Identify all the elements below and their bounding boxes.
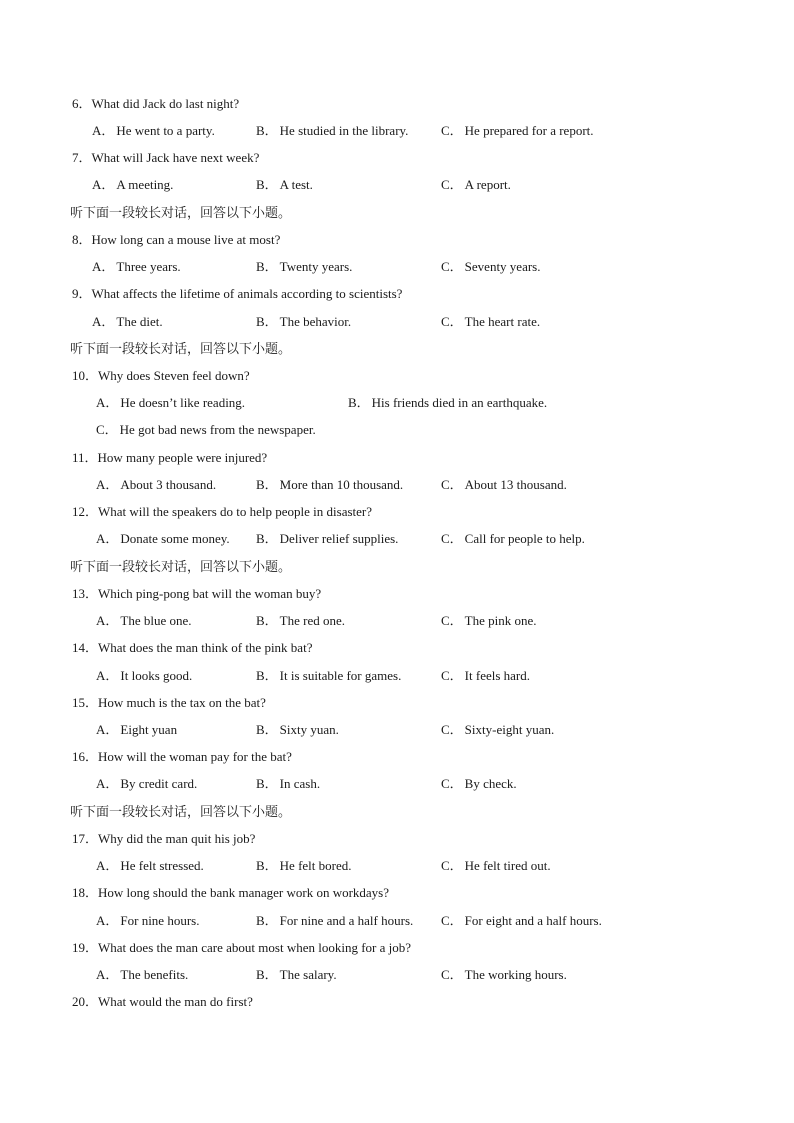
question-number: 12． bbox=[72, 504, 99, 519]
option-13a bbox=[96, 613, 192, 629]
option-18c bbox=[441, 913, 602, 929]
option-text: The blue one. bbox=[120, 613, 192, 628]
option-letter: C． bbox=[441, 123, 463, 138]
option-text: He prepared for a report. bbox=[464, 123, 594, 138]
question-number: 6． bbox=[72, 96, 92, 111]
question-number: 16． bbox=[72, 749, 99, 764]
option-12c bbox=[441, 531, 585, 547]
option-letter: B． bbox=[256, 477, 278, 492]
option-letter: C． bbox=[441, 613, 463, 628]
option-letter: C． bbox=[441, 259, 463, 274]
option-text: Sixty-eight yuan. bbox=[464, 722, 555, 737]
option-14b bbox=[256, 668, 401, 684]
option-letter: B． bbox=[256, 531, 278, 546]
option-letter: B． bbox=[256, 314, 278, 329]
question-text: What did Jack do last night? bbox=[91, 96, 240, 111]
question-15 bbox=[72, 695, 266, 711]
option-text: His friends died in an earthquake. bbox=[371, 395, 548, 410]
option-text: A test. bbox=[279, 177, 313, 192]
section-heading: 听下面一段较长对话，回答以下小题。 bbox=[70, 559, 292, 574]
option-text: About 3 thousand. bbox=[120, 477, 217, 492]
option-text: About 13 thousand. bbox=[464, 477, 567, 492]
option-text: It feels hard. bbox=[464, 668, 531, 683]
option-letter: B． bbox=[256, 668, 278, 683]
question-10 bbox=[72, 368, 250, 384]
question-text: What will Jack have next week? bbox=[91, 150, 260, 165]
option-17c bbox=[441, 858, 551, 874]
option-9c bbox=[441, 314, 540, 330]
question-7 bbox=[72, 150, 259, 166]
option-text: Donate some money. bbox=[120, 531, 230, 546]
option-text: By credit card. bbox=[120, 776, 198, 791]
option-12a bbox=[96, 531, 230, 547]
option-text: A meeting. bbox=[116, 177, 174, 192]
option-19a bbox=[96, 967, 188, 983]
option-8a bbox=[92, 259, 181, 275]
question-14 bbox=[72, 640, 312, 656]
option-18a bbox=[96, 913, 199, 929]
option-7b bbox=[256, 177, 313, 193]
question-number: 10． bbox=[72, 368, 99, 383]
option-text: He felt bored. bbox=[279, 858, 352, 873]
option-text: The salary. bbox=[279, 967, 337, 982]
option-18b bbox=[256, 913, 413, 929]
question-number: 15． bbox=[72, 695, 99, 710]
question-12 bbox=[72, 504, 372, 520]
option-7a bbox=[92, 177, 173, 193]
option-16a bbox=[96, 776, 197, 792]
option-text: The diet. bbox=[116, 314, 163, 329]
option-letter: C． bbox=[441, 477, 463, 492]
option-13b bbox=[256, 613, 345, 629]
option-text: A report. bbox=[464, 177, 511, 192]
option-letter: B． bbox=[256, 776, 278, 791]
section-heading: 听下面一段较长对话，回答以下小题。 bbox=[70, 341, 292, 356]
option-text: By check. bbox=[464, 776, 517, 791]
option-10c bbox=[96, 422, 316, 438]
option-letter: B． bbox=[256, 722, 278, 737]
option-13c bbox=[441, 613, 537, 629]
option-letter: A． bbox=[96, 613, 119, 628]
option-letter: C． bbox=[441, 776, 463, 791]
option-15b bbox=[256, 722, 339, 738]
option-text: He felt tired out. bbox=[464, 858, 551, 873]
option-text: It looks good. bbox=[120, 668, 193, 683]
question-8 bbox=[72, 232, 280, 248]
question-6 bbox=[72, 96, 239, 112]
question-number: 14． bbox=[72, 640, 99, 655]
option-letter: B． bbox=[256, 613, 278, 628]
option-9b bbox=[256, 314, 351, 330]
question-text: How will the woman pay for the bat? bbox=[98, 749, 292, 764]
option-7c bbox=[441, 177, 511, 193]
question-number: 8． bbox=[72, 232, 92, 247]
option-letter: A． bbox=[96, 722, 119, 737]
option-text: Eight yuan bbox=[120, 722, 178, 737]
option-letter: C． bbox=[441, 722, 463, 737]
question-text: What does the man think of the pink bat? bbox=[98, 640, 313, 655]
question-text: How long should the bank manager work on workdays? bbox=[98, 885, 390, 900]
option-letter: C． bbox=[441, 531, 463, 546]
option-text: He got bad news from the newspaper. bbox=[119, 422, 316, 437]
option-text: He studied in the library. bbox=[279, 123, 409, 138]
option-text: He went to a party. bbox=[116, 123, 215, 138]
option-text: Three years. bbox=[116, 259, 181, 274]
question-number: 11． bbox=[72, 450, 98, 465]
option-letter: A． bbox=[92, 314, 115, 329]
option-letter: A． bbox=[96, 858, 119, 873]
option-text: He doesn’t like reading. bbox=[120, 395, 246, 410]
option-text: Call for people to help. bbox=[464, 531, 585, 546]
option-letter: A． bbox=[96, 668, 119, 683]
option-12b bbox=[256, 531, 398, 547]
question-9 bbox=[72, 286, 402, 302]
option-6b bbox=[256, 123, 408, 139]
option-text: In cash. bbox=[279, 776, 321, 791]
option-text: For eight and a half hours. bbox=[464, 913, 602, 928]
option-15c bbox=[441, 722, 554, 738]
option-letter: A． bbox=[96, 967, 119, 982]
question-18 bbox=[72, 885, 389, 901]
option-letter: B． bbox=[256, 913, 278, 928]
option-text: He felt stressed. bbox=[120, 858, 204, 873]
question-20 bbox=[72, 994, 253, 1010]
option-11a bbox=[96, 477, 216, 493]
option-letter: C． bbox=[441, 177, 463, 192]
option-text: The pink one. bbox=[464, 613, 537, 628]
question-text: Which ping-pong bat will the woman buy? bbox=[98, 586, 322, 601]
question-number: 13． bbox=[72, 586, 99, 601]
question-number: 17． bbox=[72, 831, 99, 846]
option-16b bbox=[256, 776, 320, 792]
option-11c bbox=[441, 477, 567, 493]
option-letter: A． bbox=[96, 913, 119, 928]
option-letter: A． bbox=[92, 259, 115, 274]
option-9a bbox=[92, 314, 163, 330]
option-letter: C． bbox=[441, 314, 463, 329]
option-text: The benefits. bbox=[120, 967, 189, 982]
option-17a bbox=[96, 858, 204, 874]
option-14a bbox=[96, 668, 192, 684]
option-letter: C． bbox=[441, 967, 463, 982]
option-text: Seventy years. bbox=[464, 259, 541, 274]
option-letter: C． bbox=[441, 913, 463, 928]
option-19c bbox=[441, 967, 567, 983]
question-text: What will the speakers do to help people in disaster? bbox=[98, 504, 373, 519]
option-15a bbox=[96, 722, 177, 738]
option-letter: B． bbox=[348, 395, 370, 410]
question-11 bbox=[72, 450, 267, 466]
question-text: What affects the lifetime of animals according to scientists? bbox=[91, 286, 403, 301]
question-number: 7． bbox=[72, 150, 92, 165]
option-text: It is suitable for games. bbox=[279, 668, 402, 683]
option-text: The red one. bbox=[279, 613, 346, 628]
question-text: What does the man care about most when looking for a job? bbox=[98, 940, 412, 955]
option-17b bbox=[256, 858, 352, 874]
option-letter: B． bbox=[256, 177, 278, 192]
option-text: The heart rate. bbox=[464, 314, 541, 329]
option-10b bbox=[348, 395, 547, 411]
option-letter: A． bbox=[96, 477, 119, 492]
question-text: What would the man do first? bbox=[98, 994, 253, 1009]
question-number: 19． bbox=[72, 940, 99, 955]
option-text: The behavior. bbox=[279, 314, 352, 329]
question-13 bbox=[72, 586, 321, 602]
option-6c bbox=[441, 123, 594, 139]
option-text: For nine hours. bbox=[120, 913, 200, 928]
option-letter: B． bbox=[256, 259, 278, 274]
question-19 bbox=[72, 940, 411, 956]
question-number: 20． bbox=[72, 994, 99, 1009]
option-letter: B． bbox=[256, 123, 278, 138]
option-11b bbox=[256, 477, 403, 493]
option-letter: A． bbox=[92, 177, 115, 192]
option-letter: A． bbox=[92, 123, 115, 138]
question-16 bbox=[72, 749, 292, 765]
question-number: 9． bbox=[72, 286, 92, 301]
question-text: How much is the tax on the bat? bbox=[98, 695, 266, 710]
question-text: How many people were injured? bbox=[97, 450, 268, 465]
option-letter: B． bbox=[256, 967, 278, 982]
option-letter: A． bbox=[96, 776, 119, 791]
option-letter: A． bbox=[96, 531, 119, 546]
option-8c bbox=[441, 259, 540, 275]
option-letter: C． bbox=[96, 422, 118, 437]
section-heading: 听下面一段较长对话，回答以下小题。 bbox=[70, 804, 292, 819]
option-16c bbox=[441, 776, 517, 792]
question-number: 18． bbox=[72, 885, 99, 900]
option-14c bbox=[441, 668, 530, 684]
option-letter: A． bbox=[96, 395, 119, 410]
option-10a bbox=[96, 395, 245, 411]
question-text: Why did the man quit his job? bbox=[98, 831, 256, 846]
option-letter: C． bbox=[441, 668, 463, 683]
question-17 bbox=[72, 831, 255, 847]
section-heading: 听下面一段较长对话，回答以下小题。 bbox=[70, 205, 292, 220]
option-letter: C． bbox=[441, 858, 463, 873]
option-text: For nine and a half hours. bbox=[279, 913, 414, 928]
option-text: More than 10 thousand. bbox=[279, 477, 404, 492]
option-6a bbox=[92, 123, 215, 139]
option-text: Sixty yuan. bbox=[279, 722, 339, 737]
option-text: Deliver relief supplies. bbox=[279, 531, 399, 546]
option-8b bbox=[256, 259, 352, 275]
option-19b bbox=[256, 967, 337, 983]
option-letter: B． bbox=[256, 858, 278, 873]
question-text: Why does Steven feel down? bbox=[98, 368, 250, 383]
question-text: How long can a mouse live at most? bbox=[91, 232, 281, 247]
option-text: The working hours. bbox=[464, 967, 567, 982]
option-text: Twenty years. bbox=[279, 259, 353, 274]
